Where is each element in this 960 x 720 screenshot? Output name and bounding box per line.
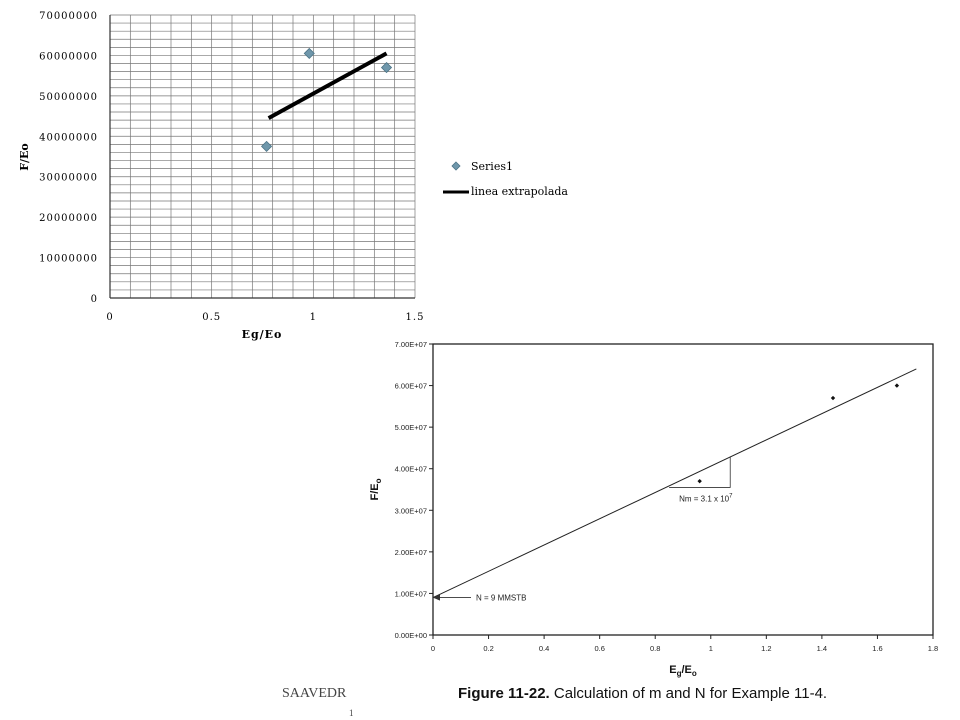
chart1-legend <box>443 160 568 198</box>
chart2-annotations <box>433 457 733 603</box>
chart2-x-tick-label: 1.6 <box>872 644 883 653</box>
chart1-x-axis-label: Eg/Eo <box>241 328 283 341</box>
chart2-x-tick-label: 0.8 <box>650 644 661 653</box>
legend-diamond-icon <box>452 162 460 170</box>
chart1-x-tick-label: 1.5 <box>405 312 425 323</box>
chart2-x-tick-label: 1.2 <box>761 644 772 653</box>
chart2-y-tick-label: 3.00E+07 <box>394 506 427 516</box>
chart1-y-tick-label: 50000000 <box>39 91 98 103</box>
chart2-y-tick-label: 4.00E+07 <box>394 464 427 474</box>
chart1-x-tick-label: 1 <box>309 312 318 323</box>
chart2-slope-exponent: 7 <box>729 493 733 500</box>
chart2-x-tick-label: 0.6 <box>594 644 605 653</box>
chart1-y-tick-label: 60000000 <box>39 51 98 63</box>
chart1-y-tick-label: 70000000 <box>39 11 98 22</box>
chart1-y-tick-label: 10000000 <box>39 253 98 265</box>
chart2-fit-line <box>433 369 916 598</box>
legend-label-extrapolated: linea extrapolada <box>471 185 568 198</box>
chart2-slope-label: Nm = 3.1 x $10^7$ <box>679 493 733 504</box>
chart2-x-tick-label: 0.2 <box>483 644 494 653</box>
chart1-extrapolated-line <box>269 53 387 118</box>
chart2-x-tick-label: 1 <box>708 644 713 653</box>
chart2-data-marks <box>433 369 916 598</box>
chart2-y-axis-title: $F/E_o$ <box>369 478 383 501</box>
chart2-x-axis-title: $E_g/E_o$ <box>669 664 697 678</box>
chart2-y-tick-label: 1.00E+07 <box>394 589 427 599</box>
chart2-x-tick-label: 0.4 <box>538 644 550 653</box>
figure-caption <box>458 685 827 702</box>
footer-page-mark: 1 <box>349 708 354 718</box>
chart2-y-tick-label: 7.00E+07 <box>394 340 427 349</box>
chart2-x-axis-label <box>669 664 697 678</box>
chart2-y-tick-label: 6.00E+07 <box>394 381 427 391</box>
chart2-data-point <box>831 396 835 400</box>
chart2-x-tick-label: 0 <box>430 644 436 653</box>
chart1-axes <box>110 15 415 298</box>
chart-excel-material-balance <box>0 0 568 345</box>
chart2-y-tick-label: 2.00E+07 <box>394 547 427 557</box>
chart1-y-axis-label: F/Eo <box>18 143 31 171</box>
chart2-y-axis-label <box>369 478 383 500</box>
chart2-y-tick-label: 5.00E+07 <box>394 423 427 433</box>
chart2-y-tick-label: 0.00E+00 <box>394 631 427 640</box>
chart2-data-point <box>697 479 701 483</box>
footer-author-text: SAAVEDR <box>282 686 347 701</box>
chart2-data-point <box>895 383 899 387</box>
chart1-y-tick-label: 30000000 <box>39 172 98 184</box>
chart2-plot-frame <box>433 344 933 635</box>
figure-caption-number: Figure 11-22. <box>458 685 550 702</box>
chart1-y-tick-label: 20000000 <box>39 213 98 225</box>
chart1-data-point <box>262 141 272 151</box>
chart-textbook-figure <box>358 328 958 678</box>
chart1-x-tick-label: 0 <box>106 312 114 323</box>
chart1-data-point <box>304 48 314 58</box>
chart2-tick-labels <box>395 340 939 653</box>
chart1-y-tick-label: 40000000 <box>39 132 98 144</box>
chart1-gridlines <box>110 15 415 298</box>
legend-label-series1: Series1 <box>471 160 513 173</box>
figure-caption-text: Calculation of m and N for Example 11-4. <box>553 685 828 702</box>
chart2-x-tick-label: 1.8 <box>927 644 939 653</box>
chart1-y-tick-label: 0 <box>90 294 98 305</box>
chart1-data-point <box>382 63 392 73</box>
chart2-axes <box>433 344 933 635</box>
chart1-x-tick-label: 0.5 <box>202 312 222 323</box>
chart2-x-tick-label: 1.4 <box>816 644 828 653</box>
chart2-intercept-label: N = 9 MMSTB <box>476 593 527 603</box>
